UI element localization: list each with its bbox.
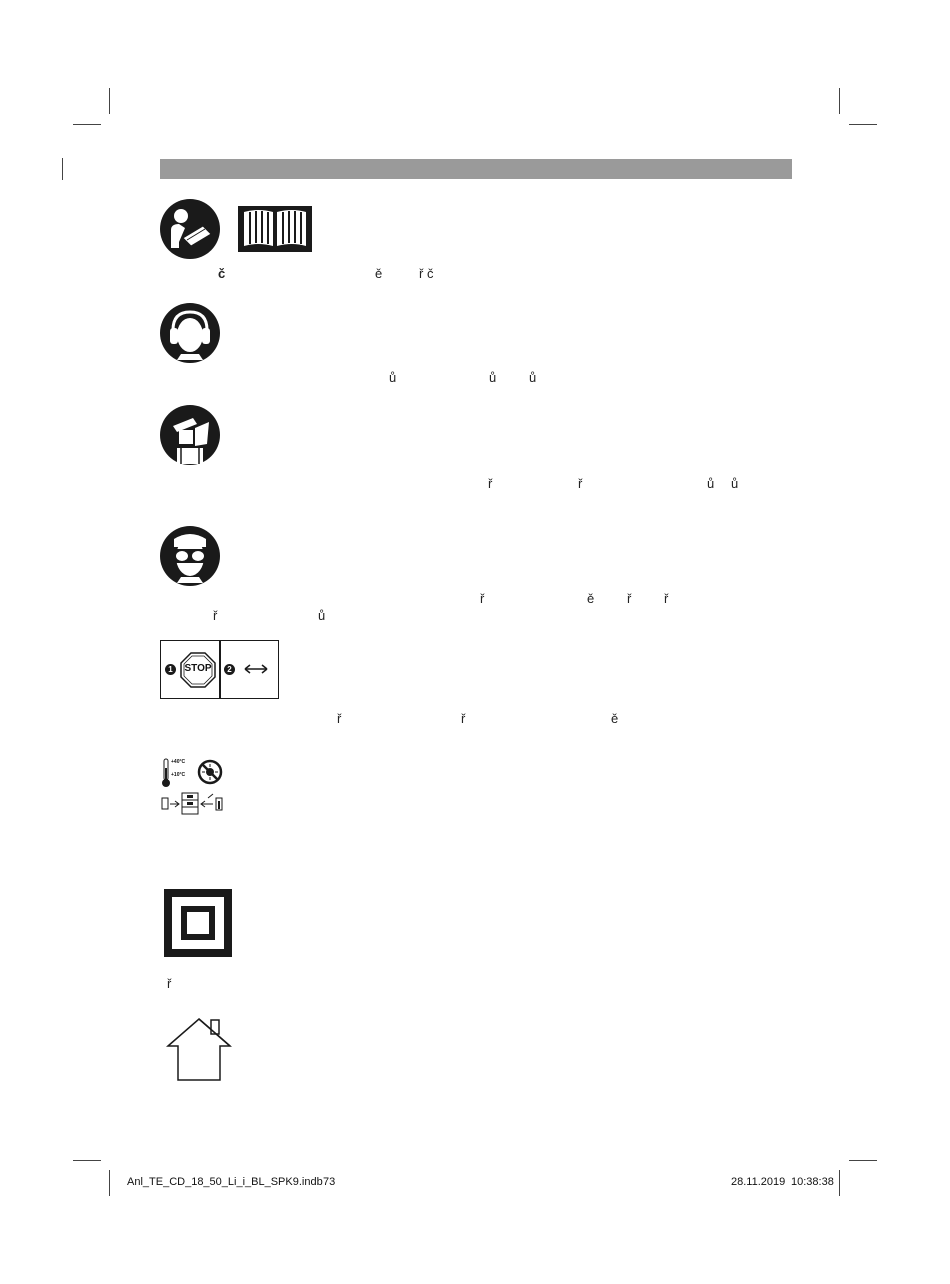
footer-filename: Anl_TE_CD_18_50_Li_i_BL_SPK9.indb — [127, 1176, 323, 1188]
stop-instruction-box — [160, 640, 279, 699]
text-fragment: ě — [375, 266, 383, 281]
text-fragment: ř — [664, 591, 669, 606]
text-fragment: ů — [731, 476, 739, 491]
crop-mark — [62, 158, 63, 180]
text-fragment: ř — [213, 608, 218, 623]
crop-mark — [839, 1170, 840, 1196]
no-sun-icon — [197, 759, 223, 785]
section-header-bar — [160, 159, 792, 179]
text-fragment: ů — [529, 370, 537, 385]
text-fragment: ů — [389, 370, 397, 385]
text-fragment: ř — [167, 976, 172, 991]
text-fragment: ů — [707, 476, 715, 491]
safety-goggles-icon — [159, 525, 221, 587]
house-icon — [165, 1016, 233, 1082]
crop-mark — [109, 1170, 110, 1196]
dust-mask-icon — [159, 404, 221, 466]
manual-book-icon — [238, 206, 312, 252]
crop-mark — [849, 1160, 877, 1161]
text-fragment: ř — [627, 591, 632, 606]
text-fragment: ě — [587, 591, 595, 606]
text-fragment: ř — [578, 476, 583, 491]
crop-mark — [73, 1160, 101, 1161]
text-fragment: ř — [480, 591, 485, 606]
text-fragment: ů — [489, 370, 497, 385]
crop-mark — [839, 88, 840, 114]
temp-min: +10°C — [171, 772, 186, 778]
battery-storage-icon-group — [161, 758, 225, 816]
step-2-badge: 2 — [224, 664, 235, 675]
ear-protection-icon — [159, 302, 221, 364]
footer-page-number: 73 — [323, 1176, 336, 1188]
text-fragment: ř — [461, 711, 466, 726]
double-insulation-icon — [164, 889, 232, 957]
footer-date: 28.11.2019 — [731, 1176, 786, 1188]
temp-max: +40°C — [171, 759, 186, 765]
double-arrow-icon — [243, 663, 269, 675]
step-1-badge: 1 — [165, 664, 176, 675]
footer-time: 10:38:38 — [791, 1176, 834, 1188]
battery-shelf-icon — [161, 792, 225, 816]
stop-sign-icon — [180, 652, 216, 688]
read-manual-person-icon — [159, 198, 221, 260]
text-fragment: ř — [337, 711, 342, 726]
text-fragment: ů — [318, 608, 326, 623]
text-fragment: ř — [488, 476, 493, 491]
text-fragment: ě — [611, 711, 619, 726]
crop-mark — [109, 88, 110, 114]
text-fragment: č — [218, 266, 226, 281]
thermometer-icon — [161, 758, 171, 788]
text-fragment: ř č — [419, 266, 434, 281]
crop-mark — [849, 124, 877, 125]
crop-mark — [73, 124, 101, 125]
stop-label: STOP — [184, 663, 212, 674]
